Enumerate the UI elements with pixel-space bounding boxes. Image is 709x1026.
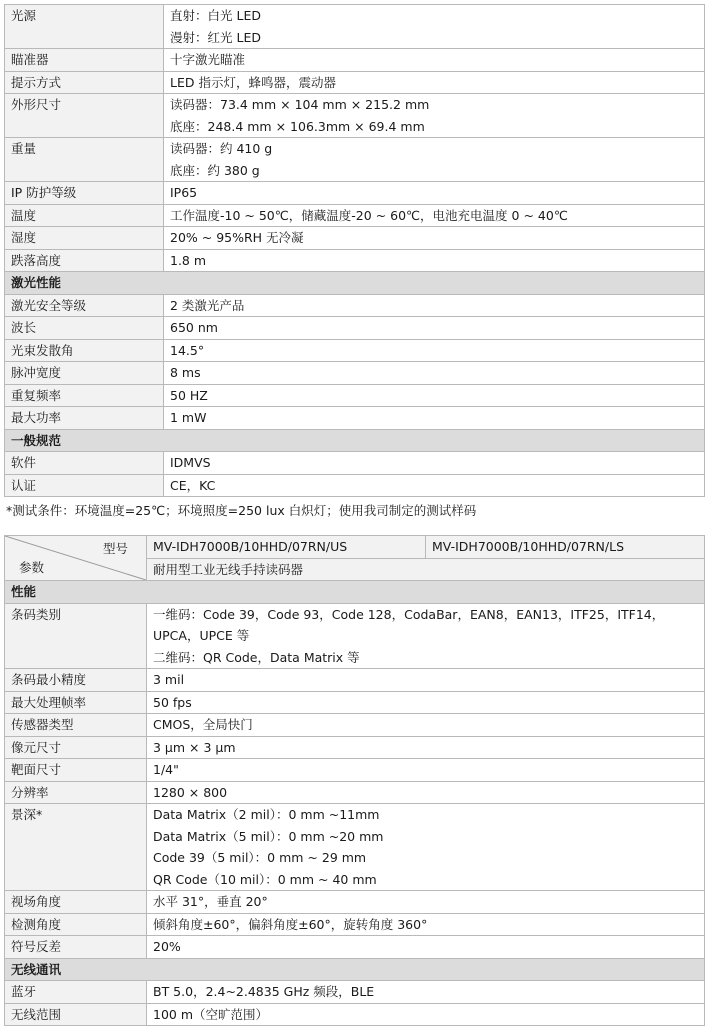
spec-table-2 [4, 535, 705, 1026]
spec-value [164, 49, 705, 72]
test-condition-note: *测试条件：环境温度=25℃；环境照度=250 lux 白炽灯；使用我司制定的测试样码 [6, 503, 477, 518]
spec-value-line: LED 指示灯，蜂鸣器，震动器 [170, 74, 336, 90]
spec-row [5, 781, 705, 804]
spec-value-line: 十字激光瞄准 [170, 52, 246, 67]
spec-row [5, 5, 705, 49]
spec-row [5, 759, 705, 782]
spec-row [5, 94, 705, 138]
spec-label: 激光安全等级 [5, 294, 164, 317]
spec-value-line: 漫射：红光 LED [170, 29, 261, 45]
spec-value [147, 913, 705, 936]
spec-label: 跌落高度 [5, 249, 164, 272]
spec-value-line: 一维码：Code 39，Code 93，Code 128，CodaBar，EAN8，EAN13，ITF25，ITF14， [153, 606, 665, 622]
param-label: 参数 [19, 559, 45, 575]
spec-row [5, 362, 705, 385]
spec-value-line: 14.5° [170, 342, 205, 358]
spec-label: 像元尺寸 [5, 736, 147, 759]
spec-label: 条码最小精度 [5, 669, 147, 692]
spec-row [5, 317, 705, 340]
spec-value [164, 407, 705, 430]
spec-value-line: 读码器：约 410 g [170, 141, 273, 156]
spec-value [147, 714, 705, 737]
spec-value-line: BT 5.0，2.4~2.4835 GHz 频段，BLE [153, 984, 375, 999]
spec-value [164, 138, 705, 182]
spec-label: 最大功率 [5, 407, 164, 430]
spec-label: IP 防护等级 [5, 182, 164, 205]
spec-value-line: 50 fps [153, 694, 192, 710]
spec-label: 提示方式 [5, 71, 164, 94]
spec-label: 软件 [5, 452, 164, 475]
model-name-ls: MV-IDH7000B/10HHD/07RN/LS [426, 536, 705, 559]
spec-value-line: 直射：白光 LED [170, 8, 261, 23]
spec-label: 波长 [5, 317, 164, 340]
spec-row [5, 474, 705, 497]
spec-row [5, 138, 705, 182]
spec-value-line: CMOS，全局快门 [153, 717, 253, 732]
spec-row [5, 294, 705, 317]
product-name: 耐用型工业无线手持读码器 [147, 558, 705, 581]
spec-row [5, 736, 705, 759]
spec-value-line: IP65 [170, 185, 198, 200]
spec-value-line: 二维码：QR Code，Data Matrix 等 [153, 649, 360, 665]
spec-label: 靶面尺寸 [5, 759, 147, 782]
spec-value-line: UPCA，UPCE 等 [153, 628, 250, 643]
spec-label: 重量 [5, 138, 164, 182]
spec-row [5, 691, 705, 714]
spec-row [5, 936, 705, 959]
spec-value [164, 317, 705, 340]
spec-value-line: 1280 × 800 [153, 784, 228, 800]
spec-label: 湿度 [5, 227, 164, 250]
spec-value [164, 384, 705, 407]
spec-label: 脉冲宽度 [5, 362, 164, 385]
spec-label: 符号反差 [5, 936, 147, 959]
spec-value [164, 249, 705, 272]
spec-row [5, 384, 705, 407]
spec-value [164, 452, 705, 475]
spec-value [147, 691, 705, 714]
spec-row [5, 71, 705, 94]
header-row-models [5, 536, 705, 559]
spec-value-line: 底座：248.4 mm × 106.3mm × 69.4 mm [170, 118, 425, 134]
spec-value [147, 1003, 705, 1026]
spec-value-line: 650 nm [170, 320, 218, 335]
spec-value-line: 倾斜角度±60°，偏斜角度±60°，旋转角度 360° [153, 916, 428, 932]
spec-value-line: 20% [153, 939, 181, 954]
spec-value [164, 339, 705, 362]
spec-row [5, 981, 705, 1004]
spec-value-line: Code 39（5 mil）：0 mm ~ 29 mm [153, 850, 367, 865]
spec-row [5, 669, 705, 692]
spec-value [147, 669, 705, 692]
spec-value [164, 71, 705, 94]
spec-row [5, 913, 705, 936]
spec-value-line: IDMVS [170, 455, 211, 470]
spec-row [5, 891, 705, 914]
spec-value [147, 759, 705, 782]
spec-label: 瞄准器 [5, 49, 164, 72]
spec-row [5, 1003, 705, 1026]
spec-value-line: 1.8 m [170, 252, 207, 268]
spec-label: 光源 [5, 5, 164, 49]
spec-value-line: 2 类激光产品 [170, 297, 245, 313]
spec-row [5, 452, 705, 475]
spec-row [5, 227, 705, 250]
spec-value-line: 水平 31°，垂直 20° [153, 894, 268, 909]
spec-value [164, 294, 705, 317]
section-title: 性能 [5, 581, 705, 604]
spec-row [5, 49, 705, 72]
model-name-us: MV-IDH7000B/10HHD/07RN/US [147, 536, 426, 559]
spec-value [147, 603, 705, 669]
spec-value [164, 474, 705, 497]
spec-value [147, 981, 705, 1004]
spec-value-line: QR Code（10 mil）：0 mm ~ 40 mm [153, 871, 377, 887]
spec-value [147, 936, 705, 959]
diagonal-header-cell [5, 536, 147, 581]
section-header-row [5, 429, 705, 452]
spec-value [164, 362, 705, 385]
spec-value-line: 底座：约 380 g [170, 162, 260, 178]
spec-value-line: 3 μm × 3 μm [153, 739, 236, 755]
spec-value-line: 50 HZ [170, 387, 208, 403]
spec-value-line: 1/4" [153, 762, 179, 777]
section-header-row [5, 581, 705, 604]
spec-row [5, 182, 705, 205]
spec-value-line: 8 ms [170, 365, 201, 380]
spec-label: 外形尺寸 [5, 94, 164, 138]
section-title: 无线通讯 [5, 958, 705, 981]
spec-label: 认证 [5, 474, 164, 497]
spec-value-line: 100 m（空旷范围） [153, 1006, 269, 1022]
spec-row [5, 204, 705, 227]
spec-value-line: 1 mW [170, 410, 207, 425]
spec-value [164, 182, 705, 205]
spec-label: 检测角度 [5, 913, 147, 936]
spec-row [5, 804, 705, 891]
spec-value [147, 804, 705, 891]
spec-label: 视场角度 [5, 891, 147, 914]
spec-value-line: 工作温度-10 ~ 50℃，储藏温度-20 ~ 60℃，电池充电温度 0 ~ 40℃ [170, 207, 568, 223]
spec-value-line: 3 mil [153, 672, 185, 687]
spec-table-1 [4, 4, 705, 497]
spec-value [164, 5, 705, 49]
spec-label: 传感器类型 [5, 714, 147, 737]
spec-value-line: 读码器：73.4 mm × 104 mm × 215.2 mm [170, 97, 430, 112]
spec-value-line: Data Matrix（2 mil）：0 mm ~11mm [153, 807, 380, 822]
section-title: 激光性能 [5, 272, 705, 295]
section-header-row [5, 272, 705, 295]
model-label: 型号 [102, 541, 128, 556]
spec-value [147, 891, 705, 914]
section-header-row [5, 958, 705, 981]
spec-value [147, 736, 705, 759]
spec-label: 景深* [5, 804, 147, 891]
spec-label: 温度 [5, 204, 164, 227]
spec-row [5, 603, 705, 669]
spec-label: 蓝牙 [5, 981, 147, 1004]
spec-row [5, 339, 705, 362]
spec-row [5, 249, 705, 272]
section-title: 一般规范 [5, 429, 705, 452]
spec-value-line: CE，KC [170, 477, 216, 493]
spec-label: 光束发散角 [5, 339, 164, 362]
spec-value-line: 20% ~ 95%RH 无冷凝 [170, 230, 304, 245]
spec-label: 条码类别 [5, 603, 147, 669]
spec-row [5, 714, 705, 737]
spec-value [164, 94, 705, 138]
spec-value-line: Data Matrix（5 mil）：0 mm ~20 mm [153, 828, 384, 844]
spec-label: 重复频率 [5, 384, 164, 407]
spec-label: 最大处理帧率 [5, 691, 147, 714]
spec-value [164, 204, 705, 227]
spec-label: 分辨率 [5, 781, 147, 804]
spec-value [164, 227, 705, 250]
spec-label: 无线范围 [5, 1003, 147, 1026]
spec-value [147, 781, 705, 804]
spec-row [5, 407, 705, 430]
